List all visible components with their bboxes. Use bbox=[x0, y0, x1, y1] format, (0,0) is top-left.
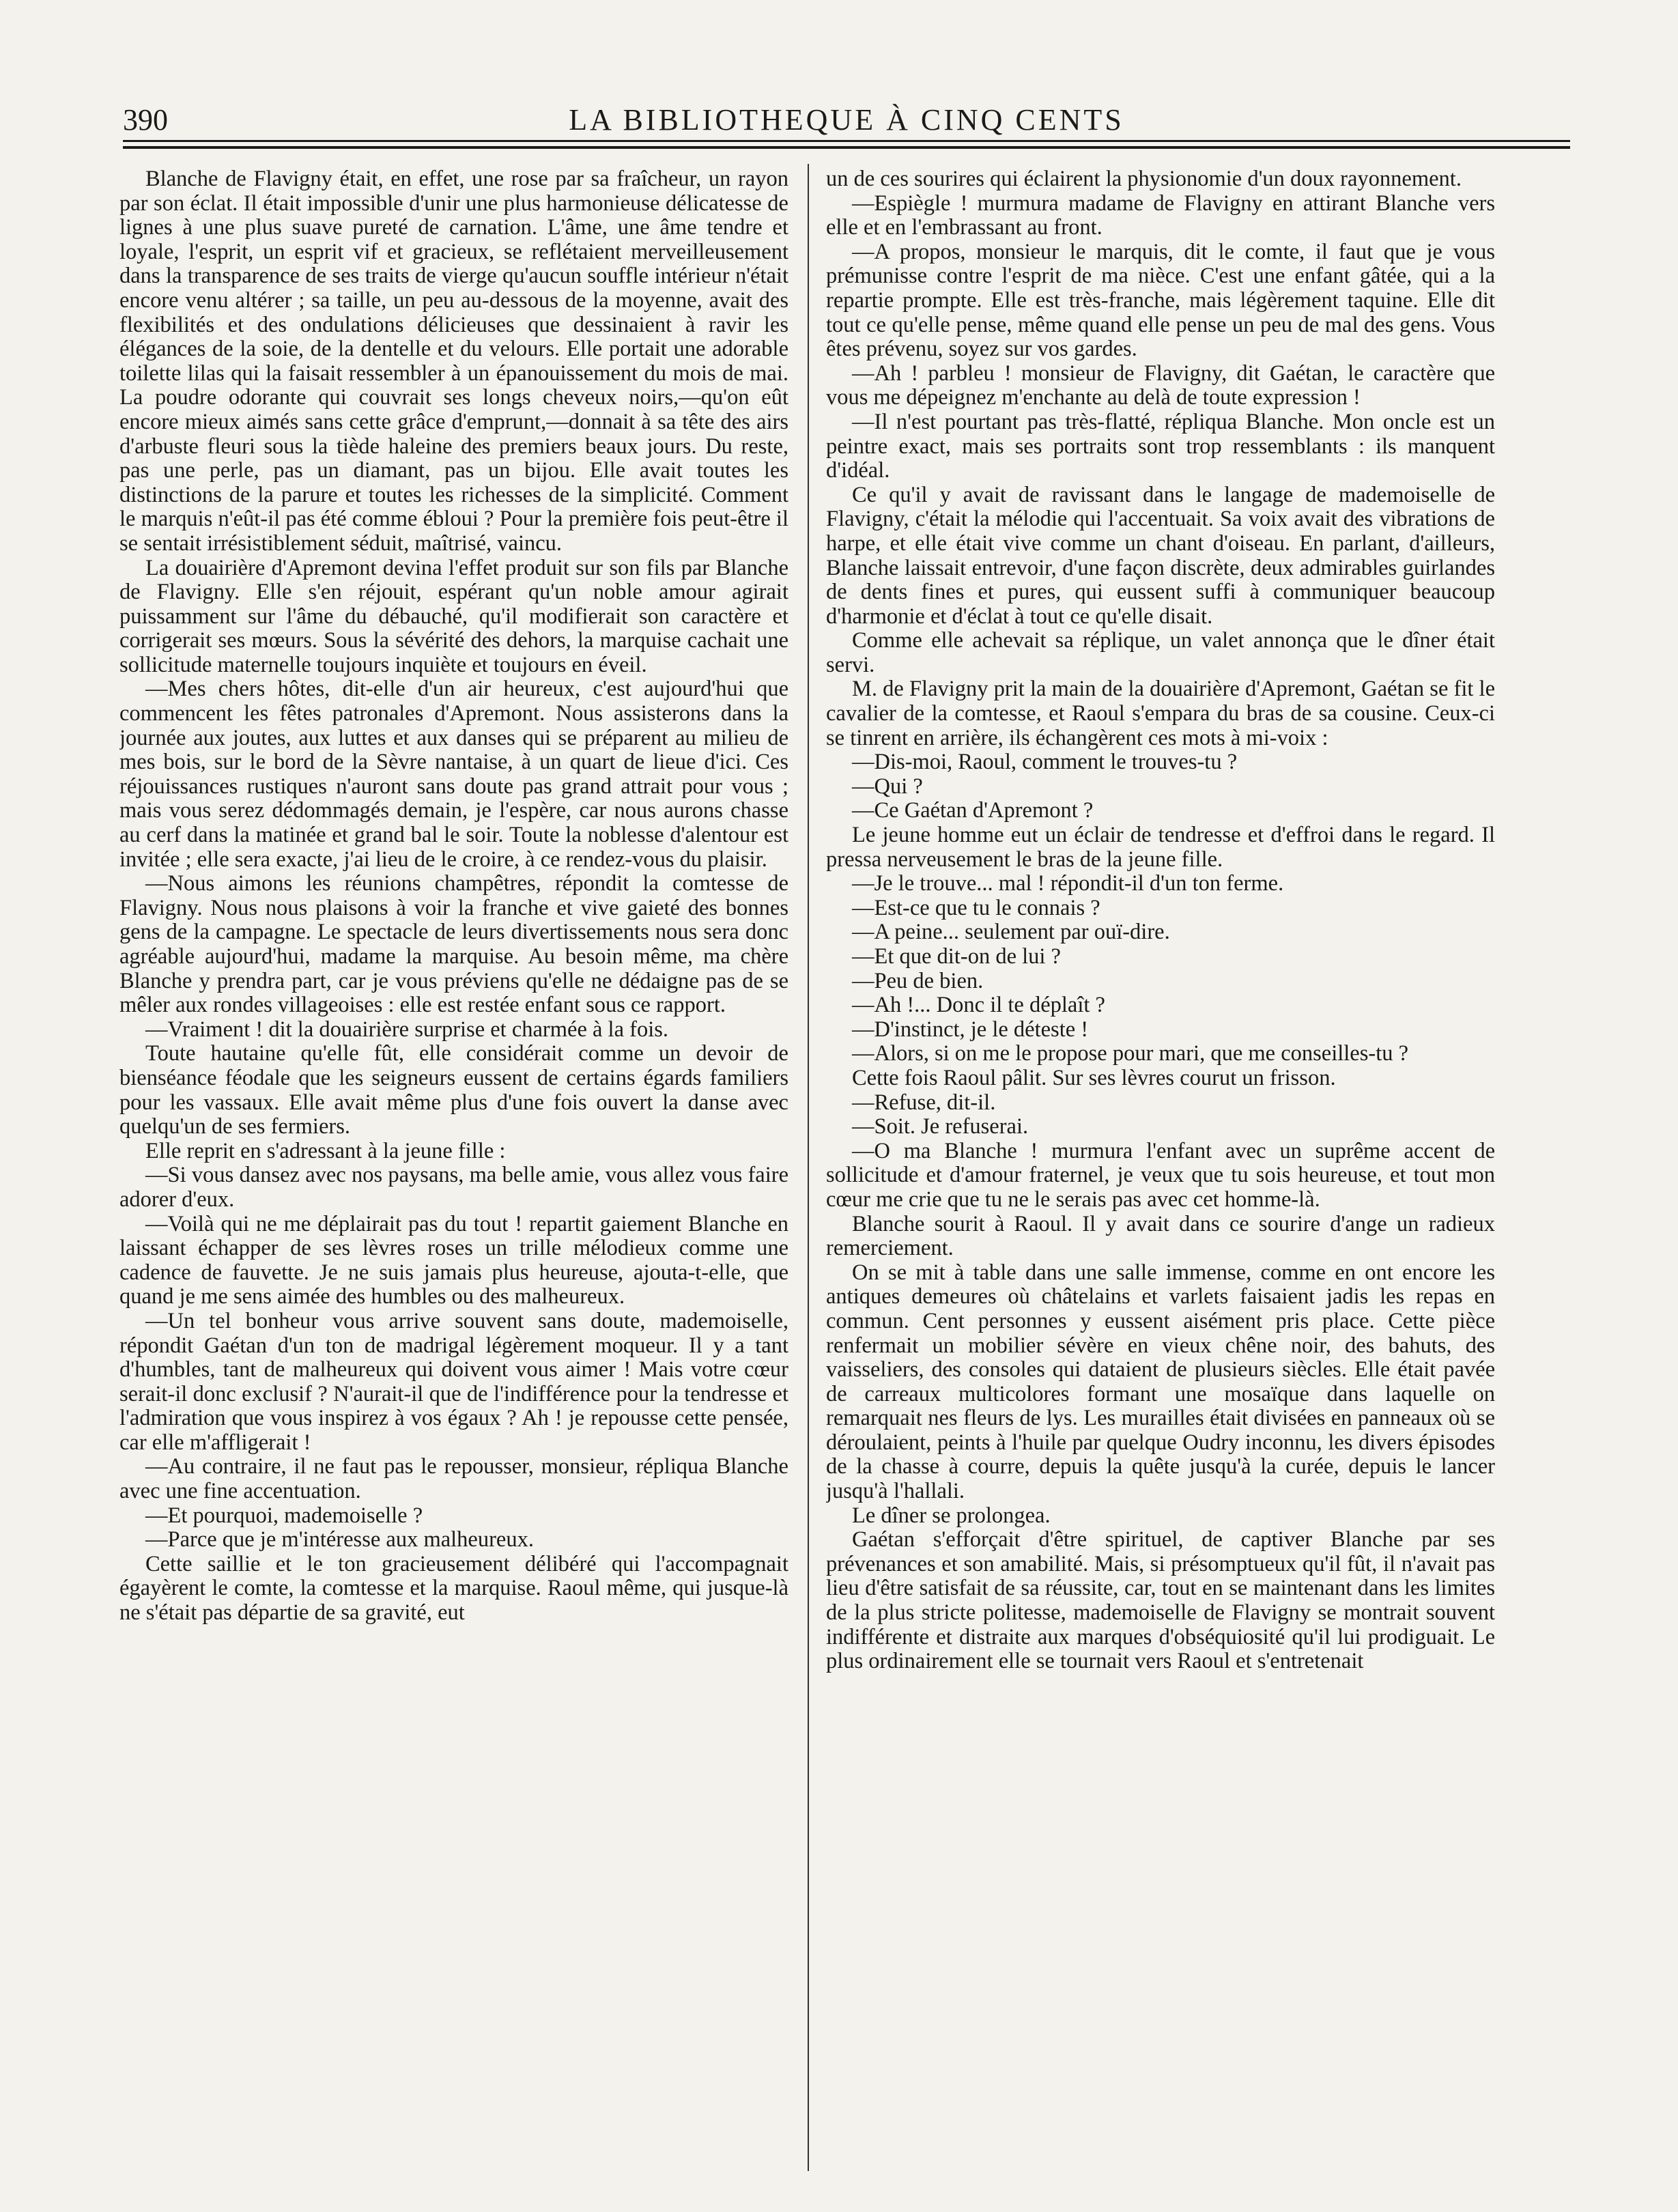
paragraph: —Peu de bien. bbox=[852, 968, 984, 993]
column-divider bbox=[808, 164, 809, 2171]
paragraph: —Et pourquoi, mademoiselle ? bbox=[145, 1503, 423, 1528]
page-header bbox=[123, 102, 1570, 143]
paragraph: —Il n'est pourtant pas très-flatté, répliqua Blanche. Mon oncle est un peintre exact, mais ses portraits sont trop ressemblants : ils manquent d'idéal. bbox=[826, 409, 1495, 483]
paragraph: Elle reprit en s'adressant à la jeune fille : bbox=[145, 1138, 506, 1163]
paragraph: —Ah !... Donc il te déplaît ? bbox=[852, 993, 1105, 1018]
paragraph: La douairière d'Apremont devina l'effet produit sur son fils par Blanche de Flavigny. Elle s'en réjouit, espérant qu'un noble amour agirait puissamment sur l'âme du débauché, qu'il modifierait son caractère et corrigerait ses mœurs. Sous la sévérité des dehors, la marquise cachait une sollicitude maternelle toujours inquiète et toujours en éveil. bbox=[119, 555, 788, 677]
paragraph: Le dîner se prolongea. bbox=[852, 1503, 1051, 1528]
paragraph: —Mes chers hôtes, dit-elle d'un air heureux, c'est aujourd'hui que commencent les fêtes patronales d'Apremont. Nous assisterons dans la journée aux joutes, aux luttes et aux danses qui se préparent au milieu de mes bois, sur le bord de la Sèvre nantaise, à un quart de lieue d'ici. Ces réjouissances rustiques n'auront sans doute pas grand attrait pour vous ; mais vous serez dédommagés demain, je l'espère, car nous aurons chasse au cerf dans la matinée et grand bal le soir. Toute la noblesse d'alentour est invitée ; elle sera exacte, j'ai lieu de le croire, à ce rendez-vous du plaisir. bbox=[119, 677, 788, 872]
paragraph: —Voilà qui ne me déplairait pas du tout ! repartit gaiement Blanche en laissant échapper de ses lèvres roses un trille mélodieux comme une cadence de fauvette. Je ne suis jamais plus heureuse, ajouta-t-elle, que quand je me sens aimée des humbles ou des malheureux. bbox=[119, 1211, 788, 1309]
paragraph: —A peine... seulement par ouï-dire. bbox=[852, 920, 1170, 945]
paragraph: —A propos, monsieur le marquis, dit le comte, il faut que je vous prémunisse contre l'esprit de ma nièce. C'est une enfant gâtée, qui a la repartie prompte. Elle est très-franche, mais légèrement taquine. Elle dit tout ce qu'elle pense, même quand elle pense un peu de mal des gens. Vous êtes prévenu, soyez sur vos gardes. bbox=[826, 239, 1495, 362]
paragraph: —Ce Gaétan d'Apremont ? bbox=[852, 798, 1094, 823]
paragraph: —Parce que je m'intéresse aux malheureux. bbox=[145, 1527, 534, 1552]
paragraph: —O ma Blanche ! murmura l'enfant avec un suprême accent de sollicitude et d'amour fraternel, je veux que tu sois heureuse, et tout mon cœur me crie que tu ne le serais pas avec cet homme-là. bbox=[826, 1138, 1495, 1212]
left-column bbox=[119, 167, 788, 2188]
paragraph: Blanche sourit à Raoul. Il y avait dans ce sourire d'ange un radieux remerciement. bbox=[826, 1211, 1495, 1261]
paragraph: Le jeune homme eut un éclair de tendresse et d'effroi dans le regard. Il pressa nerveusement le bras de la jeune fille. bbox=[826, 823, 1495, 872]
paragraph: Ce qu'il y avait de ravissant dans le langage de mademoiselle de Flavigny, c'était la mélodie qui l'accentuait. Sa voix avait des vibrations de harpe, et elle était vive comme un chant d'oiseau. En parlant, d'ailleurs, Blanche laissait entrevoir, d'une façon discrète, deux admirables guirlandes de dents fines et pures, qui eussent suffi à communiquer beaucoup d'harmonie et d'éclat à tout ce qu'elle disait. bbox=[826, 482, 1495, 629]
page-number: 390 bbox=[123, 103, 168, 137]
paragraph: Comme elle achevait sa réplique, un valet annonça que le dîner était servi. bbox=[826, 628, 1495, 677]
paragraph: —Alors, si on me le propose pour mari, que me conseilles-tu ? bbox=[852, 1041, 1409, 1066]
paragraph: —Dis-moi, Raoul, comment le trouves-tu ? bbox=[852, 750, 1238, 775]
paragraph: —Espiègle ! murmura madame de Flavigny en attirant Blanche vers elle et en l'embrassant au front. bbox=[826, 190, 1495, 240]
paragraph: Blanche de Flavigny était, en effet, une rose par sa fraîcheur, un rayon par son éclat. Il était impossible d'unir une plus harmonieuse délicatesse de lignes à une plus suave pureté de carnation. L'âme, une âme tendre et loyale, l'esprit, un esprit vif et gracieux, se reflétaient merveilleusement dans la transparence de ses traits de vierge qu'aucun souffle intérieur n'était encore venu altérer ; sa taille, un peu au-dessous de la moyenne, avait des flexibilités et des ondulations délicieuses que dessinaient à ravir les élégances de la soie, de la dentelle et du velours. Elle portait une adorable toilette lilas qui la faisait ressembler à un épanouissement du mois de mai. La poudre odorante qui couvrait ses longs cheveux noirs,—qu'on eût encore mieux aimés sans cette grâce d'emprunt,—donnait à sa tête des airs d'arbuste fleuri sous la tiède haleine des premiers beaux jours. Du reste, pas une perle, pas un diamant, pas un bijou. Elle avait toutes les distinctions de la parure et toutes les richesses de la simplicité. Comment le marquis n'eût-il pas été comme ébloui ? Pour la première fois peut-être il se sentait irrésistiblement séduit, maîtrisé, vaincu. bbox=[119, 167, 788, 556]
paragraph: —Au contraire, il ne faut pas le repousser, monsieur, répliqua Blanche avec une fine accentuation. bbox=[119, 1454, 788, 1504]
paragraph: M. de Flavigny prit la main de la douairière d'Apremont, Gaétan se fit le cavalier de la comtesse, et Raoul s'empara du bras de sa cousine. Ceux-ci se tinrent en arrière, ils échangèrent ces mots à mi-voix : bbox=[826, 677, 1495, 750]
paragraph: On se mit à table dans une salle immense, comme en ont encore les antiques demeures où châtelains et varlets faisaient jadis les repas en commun. Cent personnes y eussent aisément pris place. Cette pièce renfermait un mobilier sévère en vieux chêne noir, des bahuts, des vaisseliers, des consoles qui dataient de plusieurs siècles. Elle était pavée de carreaux multicolores formant une mosaïque dans laquelle on remarquait nes fleurs de lys. Les murailles était divisées en panneaux où se déroulaient, peints à l'huile par quelque Oudry inconnu, les divers épisodes de la chasse à courre, depuis la quête jusqu'à la curée, depuis le lancer jusqu'à l'hallali. bbox=[826, 1260, 1495, 1504]
paragraph: —Si vous dansez avec nos paysans, ma belle amie, vous allez vous faire adorer d'eux. bbox=[119, 1163, 788, 1212]
paragraph: un de ces sourires qui éclairent la physionomie d'un doux rayonnement. bbox=[826, 167, 1462, 191]
paragraph: Cette fois Raoul pâlit. Sur ses lèvres courut un frisson. bbox=[852, 1065, 1336, 1090]
paragraph: —Qui ? bbox=[852, 774, 923, 799]
paragraph: —Est-ce que tu le connais ? bbox=[852, 895, 1100, 920]
paragraph: —Vraiment ! dit la douairière surprise et charmée à la fois. bbox=[145, 1017, 669, 1042]
paragraph: —Refuse, dit-il. bbox=[852, 1090, 996, 1115]
paragraph: Toute hautaine qu'elle fût, elle considérait comme un devoir de bienséance féodale que les seigneurs eussent de certains égards familiers pour les vassaux. Elle avait même plus d'une fois ouvert la danse avec quelqu'un de ses fermiers. bbox=[119, 1041, 788, 1139]
running-title: LA BIBLIOTHEQUE À CINQ CENTS bbox=[569, 103, 1124, 137]
header-rule-thin bbox=[123, 140, 1570, 142]
paragraph: —Nous aimons les réunions champêtres, répondit la comtesse de Flavigny. Nous nous plaisons à voir la franche et vive gaieté des bonnes gens de la campagne. Le spectacle de leurs divertissements nous sera donc agréable aujourd'hui, madame la marquise. Au besoin même, ma chère Blanche y prendra part, car je vous préviens qu'elle ne dédaigne pas de se mêler aux rondes villageoises : elle est restée enfant sous ce rapport. bbox=[119, 871, 788, 1018]
paragraph: Cette saillie et le ton gracieusement délibéré qui l'accompagnait égayèrent le comte, la comtesse et la marquise. Raoul même, qui jusque-là ne s'était pas départie de sa gravité, eut bbox=[119, 1551, 788, 1626]
paragraph: Gaétan s'efforçait d'être spirituel, de captiver Blanche par ses prévenances et son amabilité. Mais, si présomptueux qu'il fût, il n'avait pas lieu d'être satisfait de sa réussite, car, tout en se maintenant dans les limites de la plus stricte politesse, mademoiselle de Flavigny se montrait souvent indifférente et distraite aux marques d'obséquiosité qu'il lui prodiguait. Le plus ordinairement elle se tournait vers Raoul et s'entretenait bbox=[826, 1527, 1495, 1674]
right-column bbox=[826, 167, 1495, 2188]
paragraph: —Ah ! parbleu ! monsieur de Flavigny, dit Gaétan, le caractère que vous me dépeignez m'enchante au delà de toute expression ! bbox=[826, 360, 1495, 410]
paragraph: —Soit. Je refuserai. bbox=[852, 1114, 1029, 1139]
paragraph: —Je le trouve... mal ! répondit-il d'un ton ferme. bbox=[852, 871, 1284, 896]
header-rule-thick bbox=[123, 146, 1570, 149]
paragraph: —Et que dit-on de lui ? bbox=[852, 944, 1061, 969]
paragraph: —D'instinct, je le déteste ! bbox=[852, 1017, 1089, 1042]
paragraph: —Un tel bonheur vous arrive souvent sans doute, mademoiselle, répondit Gaétan d'un ton de madrigal légèrement moqueur. Il y a tant d'humbles, tant de malheureux qui doivent vous aimer ! Mais votre cœur serait-il donc exclusif ? N'aurait-il que de l'indifférence pour la tendresse et l'admiration que vous inspirez à vos égaux ? Ah ! je repousse cette pensée, car elle m'affligerait ! bbox=[119, 1308, 788, 1455]
